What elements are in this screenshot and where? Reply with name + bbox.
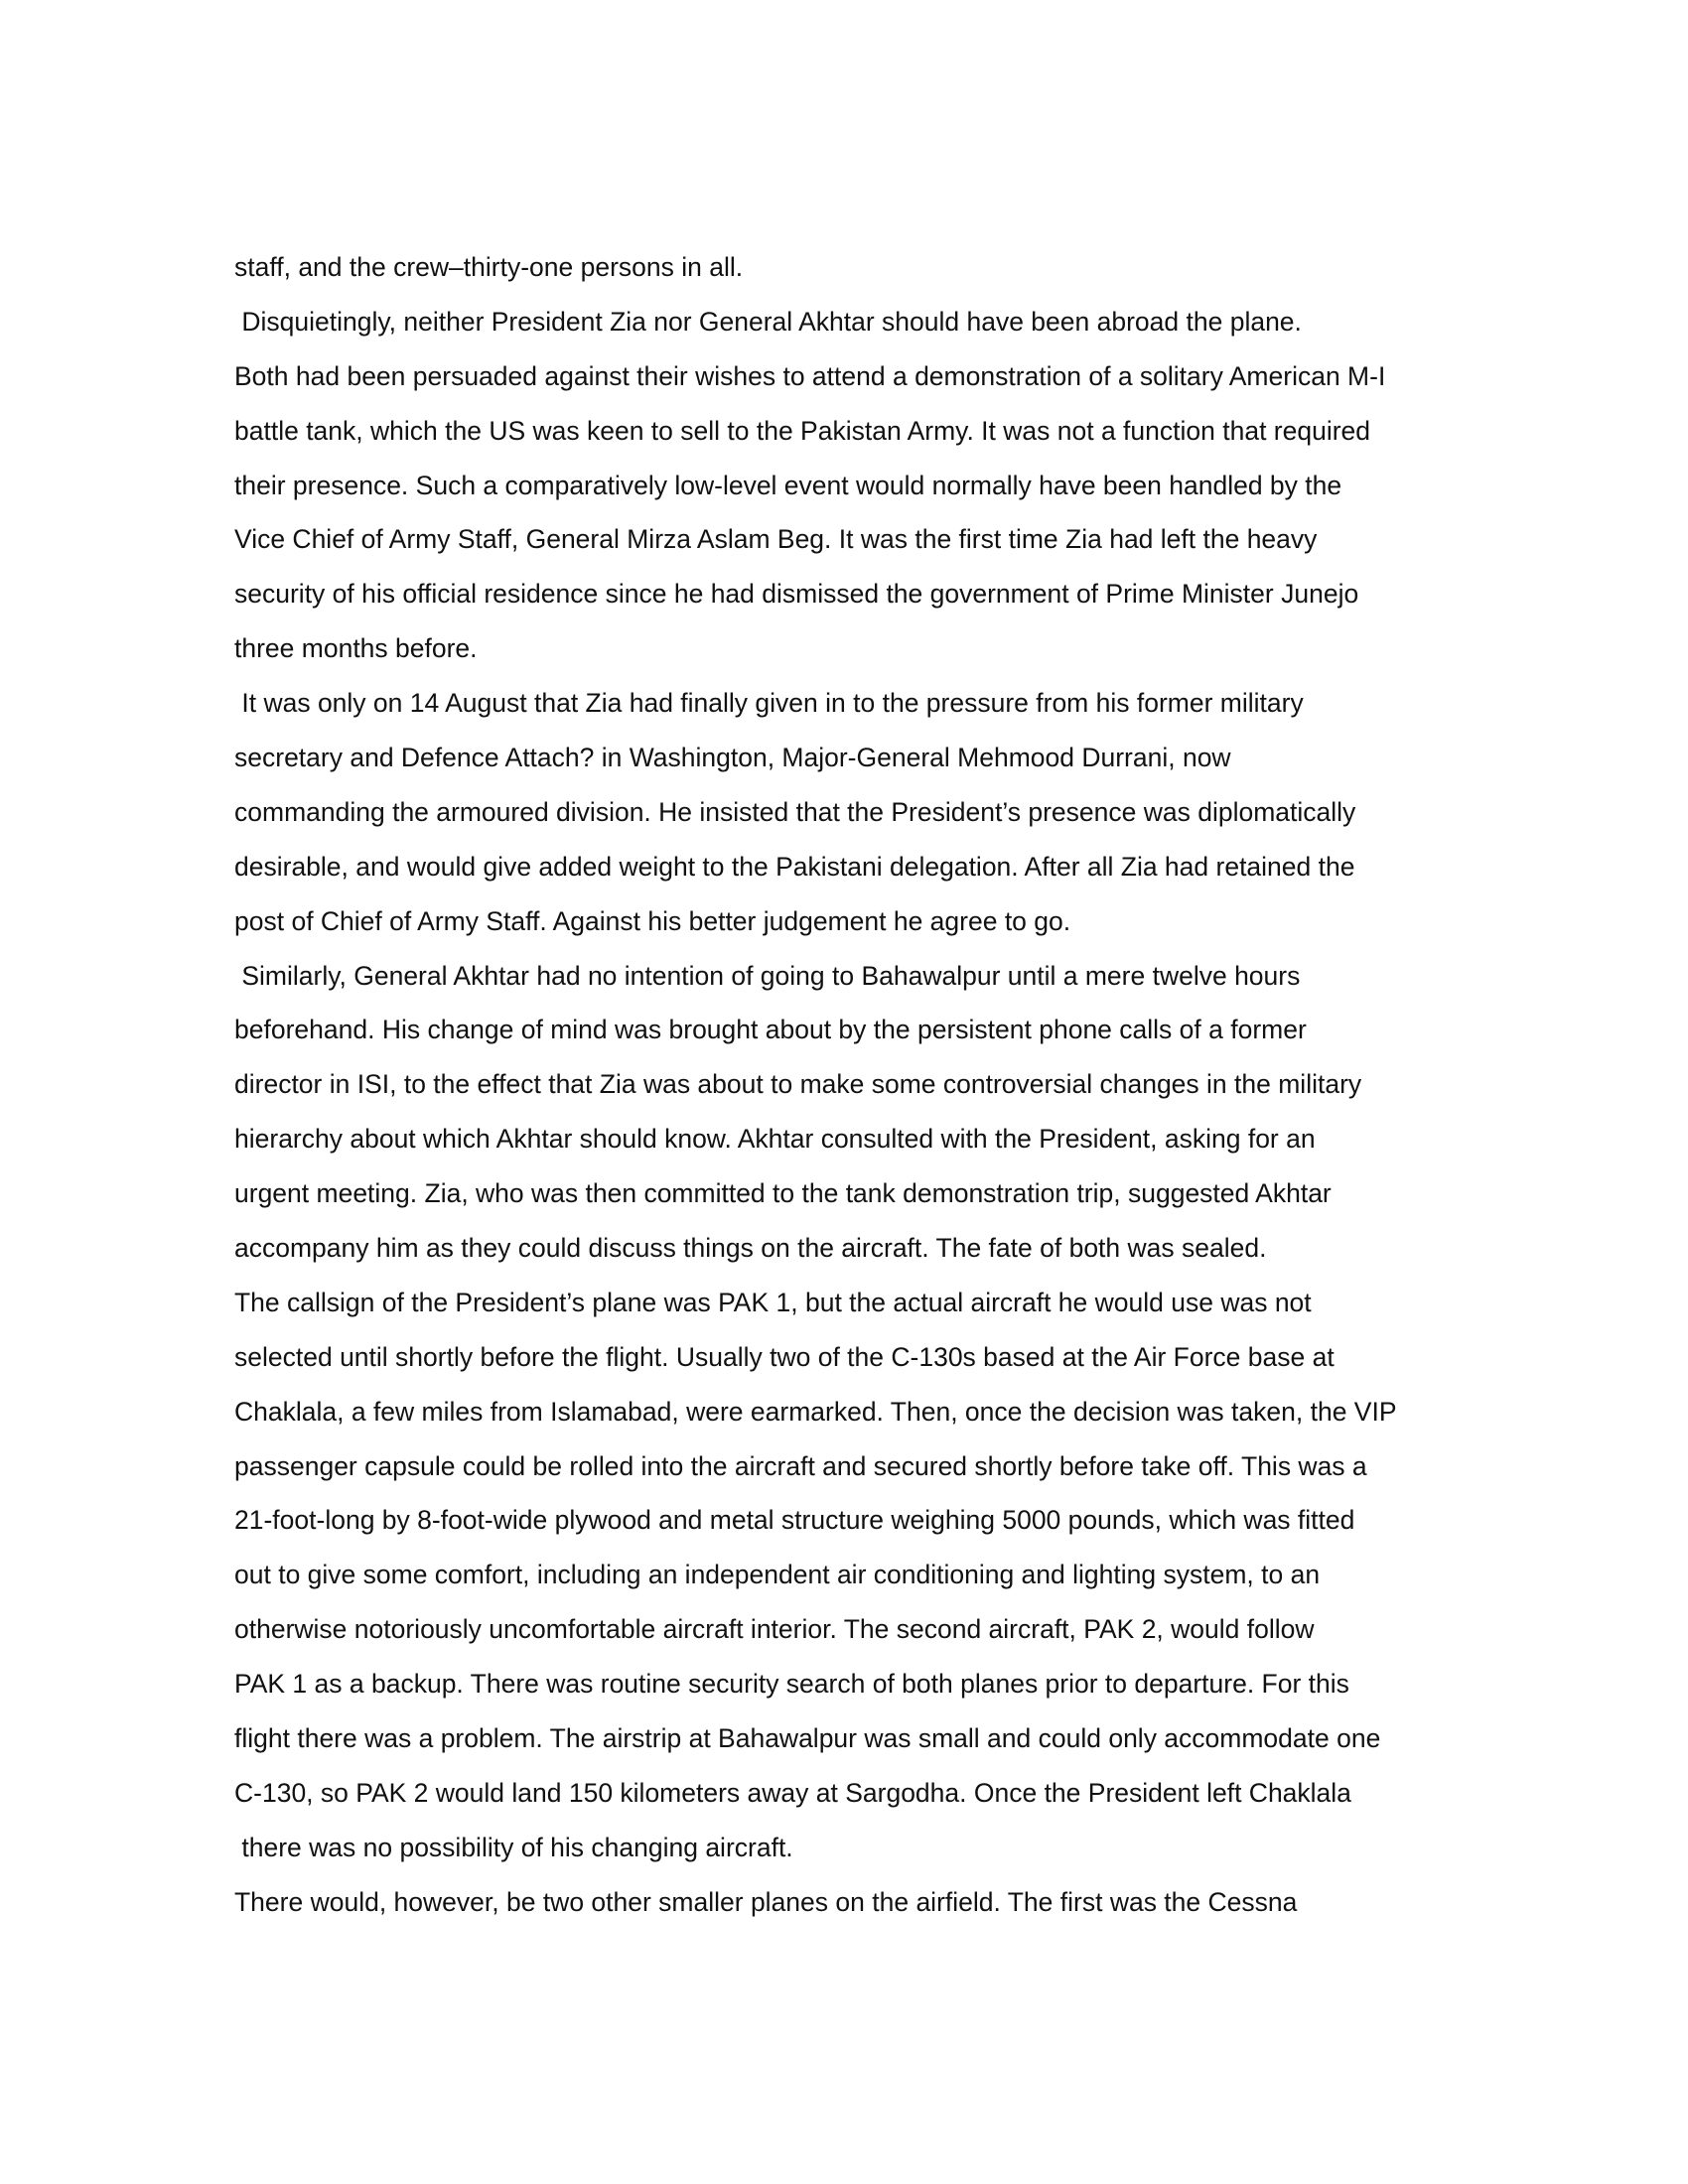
text-line: 21-foot-long by 8-foot-wide plywood and metal structure weighing 5000 pounds, which was fitted <box>234 1505 1355 1536</box>
text-line: security of his official residence since he had dismissed the government of Prime Minister Junejo <box>234 579 1359 610</box>
text-line: PAK 1 as a backup. There was routine security search of both planes prior to departure. For this <box>234 1669 1349 1700</box>
text-line: there was no possibility of his changing aircraft. <box>234 1832 793 1862</box>
text-line: secretary and Defence Attach? in Washington, Major-General Mehmood Durrani, now <box>234 743 1231 773</box>
text-line: selected until shortly before the flight. Usually two of the C-130s based at the Air Force base at <box>234 1341 1335 1372</box>
text-line: C-130, so PAK 2 would land 150 kilometers away at Sargodha. Once the President left Chaklala <box>234 1777 1351 1808</box>
text-line: Similarly, General Akhtar had no intention of going to Bahawalpur until a mere twelve hours <box>234 960 1301 991</box>
text-line: Both had been persuaded against their wishes to attend a demonstration of a solitary American M-I <box>234 360 1386 391</box>
text-line: otherwise notoriously uncomfortable aircraft interior. The second aircraft, PAK 2, would follow <box>234 1614 1315 1645</box>
text-line: passenger capsule could be rolled into the aircraft and secured shortly before take off. This was a <box>234 1450 1367 1481</box>
text-line: beforehand. His change of mind was brought about by the persistent phone calls of a former <box>234 1015 1307 1045</box>
text-line: three months before. <box>234 633 478 664</box>
text-line: Chaklala, a few miles from Islamabad, were earmarked. Then, once the decision was taken, the VIP <box>234 1396 1397 1427</box>
text-line: The callsign of the President’s plane was PAK 1, but the actual aircraft he would use was not <box>234 1287 1312 1317</box>
text-line: desirable, and would give added weight to the Pakistani delegation. After all Zia had retained the <box>234 851 1355 882</box>
text-line: out to give some comfort, including an independent air conditioning and lighting system, to an <box>234 1560 1321 1590</box>
text-line: commanding the armoured division. He insisted that the President’s presence was diplomatically <box>234 796 1356 827</box>
text-line: There would, however, be two other smaller planes on the airfield. The first was the Cessna <box>234 1886 1298 1917</box>
text-line: staff, and the crew–thirty-one persons in all. <box>234 252 744 282</box>
text-line: It was only on 14 August that Zia had finally given in to the pressure from his former military <box>234 688 1304 719</box>
text-line: their presence. Such a comparatively low-level event would normally have been handled by the <box>234 470 1342 500</box>
body-text <box>234 248 1505 1938</box>
text-line: hierarchy about which Akhtar should know. Akhtar consulted with the President, asking for an <box>234 1124 1316 1155</box>
text-line: flight there was a problem. The airstrip at Bahawalpur was small and could only accommodate one <box>234 1723 1381 1754</box>
text-line: Disquietingly, neither President Zia nor General Akhtar should have been abroad the plane. <box>234 306 1302 337</box>
text-line: urgent meeting. Zia, who was then committed to the tank demonstration trip, suggested Akhtar <box>234 1178 1332 1209</box>
text-line: director in ISI, to the effect that Zia was about to make some controversial changes in the military <box>234 1069 1362 1100</box>
text-line: Vice Chief of Army Staff, General Mirza Aslam Beg. It was the first time Zia had left the heavy <box>234 524 1318 555</box>
text-line: accompany him as they could discuss things on the aircraft. The fate of both was sealed. <box>234 1233 1267 1264</box>
text-line: post of Chief of Army Staff. Against his better judgement he agree to go. <box>234 905 1071 936</box>
text-line: battle tank, which the US was keen to sell to the Pakistan Army. It was not a function that required <box>234 415 1371 446</box>
